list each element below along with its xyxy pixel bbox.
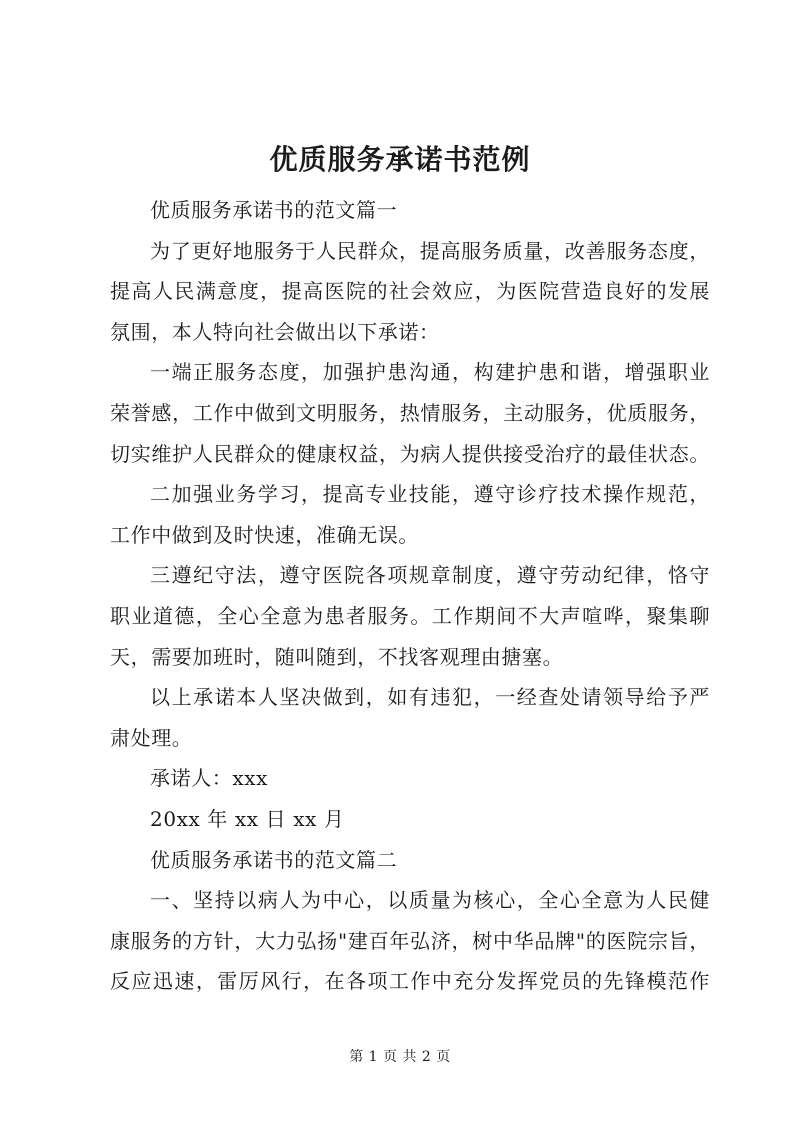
paragraph-line: 肃处理。 [110, 725, 193, 750]
paragraph-line: 工作中做到及时快速，准确无误。 [110, 522, 419, 547]
date-line: 20xx 年 xx 日 xx 月 [150, 806, 345, 831]
paragraph-line: 为了更好地服务于人民群众，提高服务质量，改善服务态度， [150, 238, 710, 263]
paragraph-line: 天，需要加班时，随叫随到，不找客观理由搪塞。 [110, 644, 564, 669]
paragraph-line: 一端正服务态度，加强护患沟通，构建护患和谐，增强职业 [150, 360, 710, 385]
paragraph-line: 提高人民满意度，提高医院的社会效应，为医院营造良好的发展 [110, 279, 710, 304]
signature-line: 承诺人：xxx [150, 766, 269, 791]
paragraph-line: 康服务的方针，大力弘扬"建百年弘济，树中华品牌"的医院宗旨， [110, 928, 710, 953]
section-heading: 优质服务承诺书的范文篇二 [150, 847, 398, 872]
paragraph-line: 三遵纪守法，遵守医院各项规章制度，遵守劳动纪律，恪守 [150, 563, 710, 588]
paragraph-line: 荣誉感，工作中做到文明服务，热情服务，主动服务，优质服务， [110, 400, 710, 425]
section-heading: 优质服务承诺书的范文篇一 [150, 198, 398, 222]
paragraph-line: 反应迅速，雷厉风行，在各项工作中充分发挥党员的先锋模范作 [110, 969, 710, 994]
paragraph-line: 职业道德，全心全意为患者服务。工作期间不大声喧哗，聚集聊 [110, 603, 710, 628]
paragraph-line: 以上承诺本人坚决做到，如有违犯，一经查处请领导给予严 [150, 685, 710, 710]
paragraph-line: 一、坚持以病人为中心，以质量为核心，全心全意为人民健 [150, 888, 710, 913]
page-number-footer: 第 1 页 共 2 页 [349, 1049, 451, 1065]
document-body [110, 190, 710, 1002]
document-title: 优质服务承诺书范例 [269, 143, 531, 176]
paragraph-line: 氛围，本人特向社会做出以下承诺： [110, 319, 440, 344]
paragraph-line: 二加强业务学习，提高专业技能，遵守诊疗技术操作规范， [150, 482, 710, 507]
paragraph-line: 切实维护人民群众的健康权益，为病人提供接受治疗的最佳状态。 [110, 441, 710, 466]
